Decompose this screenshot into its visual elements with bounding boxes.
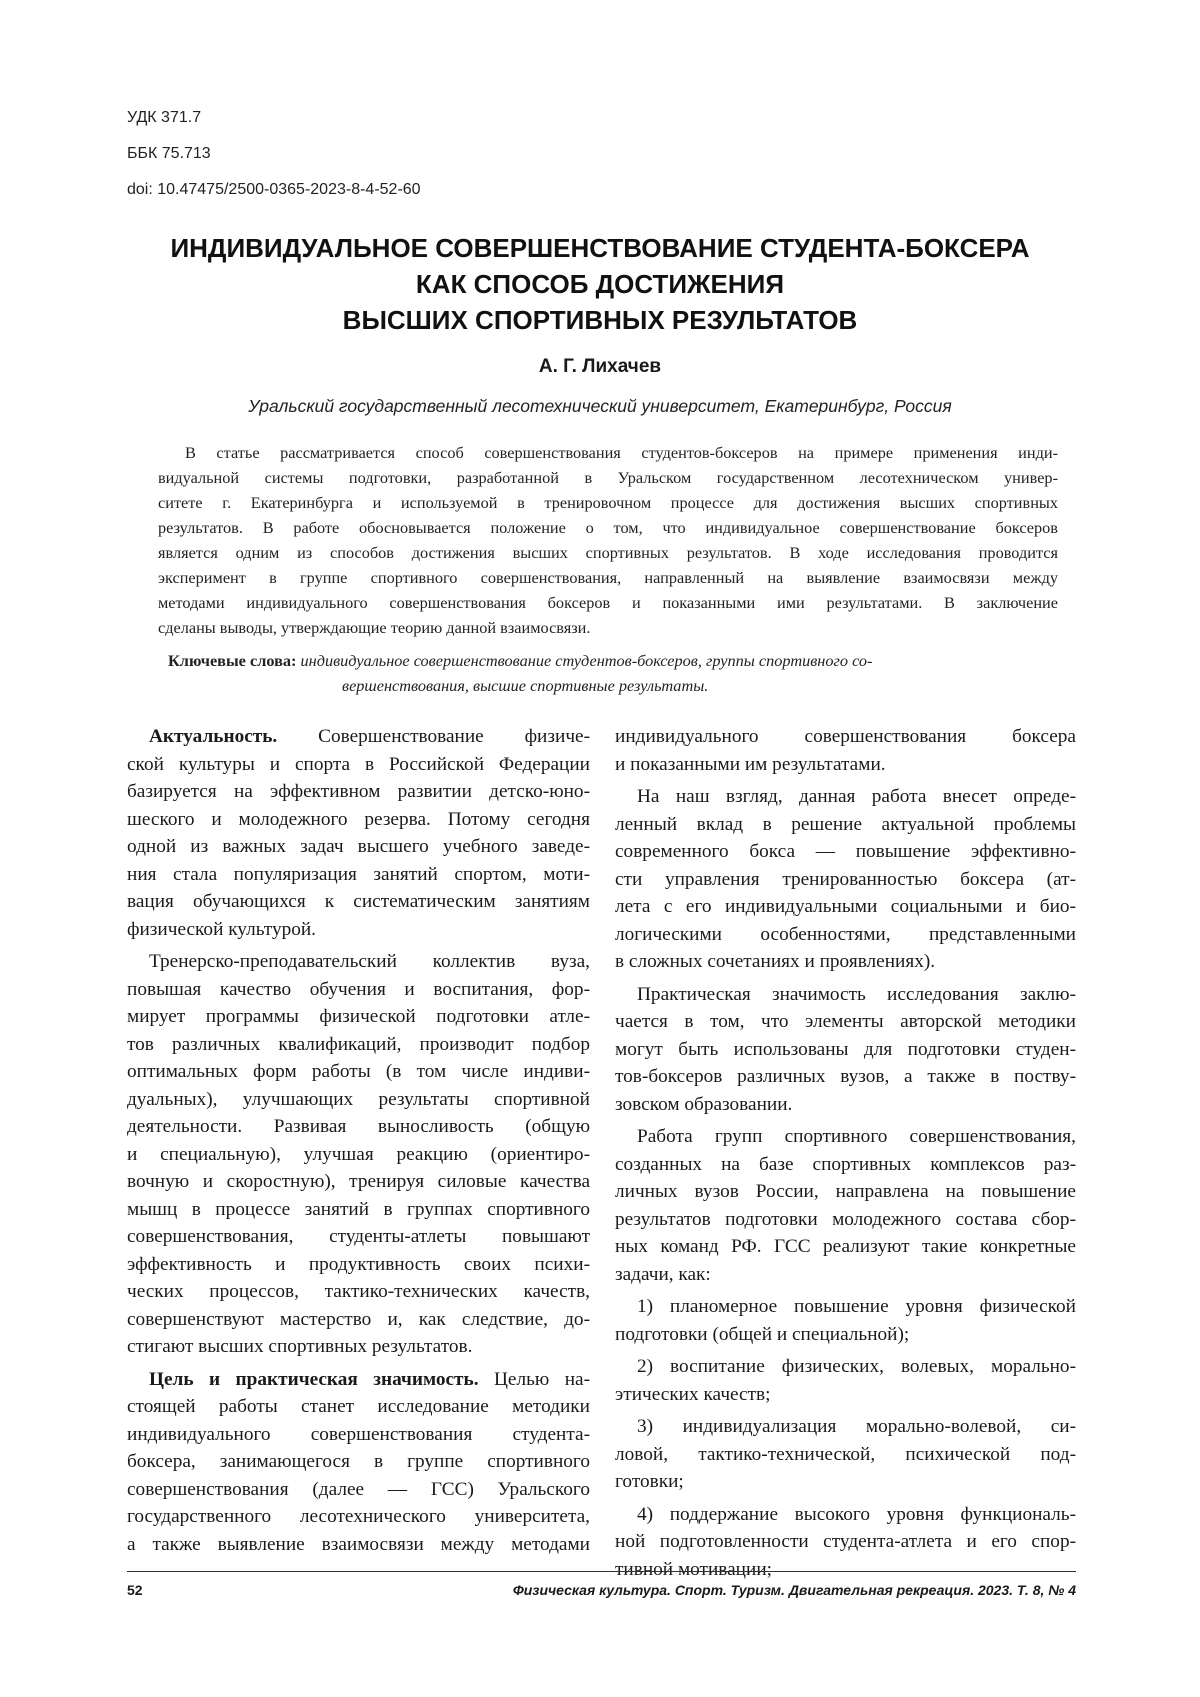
body-column-left [127,723,590,1558]
author-affiliation: Уральский государственный лесотехнический университет, Екатеринбург, Россия [248,396,952,416]
list-item-line: этических качеств; [615,1383,771,1405]
body-line: физической культурой. [127,918,317,940]
section-heading-aim: Цель и практическая значимость. [149,1368,479,1390]
body-line: совершенствования, студенты-атлеты повышают [127,1226,590,1247]
list-item-line: 2) воспитание физических, волевых, морально- [637,1356,1076,1377]
body-line: боксера, занимающегося в группе спортивного [127,1451,590,1472]
keywords [168,648,1048,698]
page-number: 52 [127,1582,143,1598]
body-line: чается в том, что элементы авторской методики [615,1011,1076,1032]
body-line: индивидуального совершенствования студента- [127,1423,590,1445]
abstract-line: методами индивидуального совершенствования боксеров и показанными ими результатами. В заключение [158,593,1058,612]
body-line: ческих процессов, тактико-технических качеств, [127,1281,590,1302]
body-line: логическими особенностями, представленными [615,923,1076,945]
body-line: вочную и скоростную), тренируя силовые качества [127,1171,590,1192]
article-title-line: ИНДИВИДУАЛЬНОЕ СОВЕРШЕНСТВОВАНИЕ СТУДЕНТА-БОКСЕРА [170,233,1030,263]
body-line: совершенствования (далее — ГСС) Уральского [127,1478,590,1500]
abstract [158,440,1058,640]
body-line: деятельности. Развивая выносливость (общую [127,1116,590,1137]
body-line: совершенствуют мастерство и, как следствие, до- [127,1308,590,1330]
body-line: ных команд РФ. ГСС реализуют такие конкретные [615,1236,1076,1257]
body-line: задачи, как: [615,1263,711,1285]
body-line: государственного лесотехнического университета, [127,1506,590,1527]
body-line: могут быть использованы для подготовки студен- [615,1038,1076,1060]
section-heading-relevance: Актуальность. [149,726,278,747]
body-line: тов-боксеров различных вузов, а также в поству- [615,1066,1076,1087]
list-item-line: ловой, тактико-технической, психической под- [615,1443,1076,1465]
body-line: современного бокса — повышение эффективно- [615,841,1076,862]
body-line: базируется на эффективном развитии детско-юно- [127,781,590,802]
body-line: шеского и молодежного резерва. Потому сегодня [127,808,590,830]
doi: doi: 10.47475/2500-0365-2023-8-4-52-60 [127,181,421,198]
body-line: сти управления тренированностью боксера (ат- [615,868,1076,890]
list-item-line: ной подготовленности студента-атлета и его спор- [615,1531,1076,1552]
body-line: результатов подготовки молодежного состава сбор- [615,1208,1076,1230]
list-item-line: готовки; [615,1471,684,1492]
list-item-line: 1) планомерное повышение уровня физической [637,1296,1076,1317]
list-item-line: 3) индивидуализация морально-волевой, си- [637,1416,1076,1437]
article-title-line: ВЫСШИХ СПОРТИВНЫХ РЕЗУЛЬТАТОВ [342,305,858,335]
body-line: На наш взгляд, данная работа внесет опреде- [637,786,1076,807]
abstract-line: ситете г. Екатеринбурга и используемой в тренировочном процессе для достижения высших спортивных [158,493,1058,512]
abstract-line: результатов. В работе обосновывается положение о том, что индивидуальное совершенствование боксеров [158,518,1058,537]
list-item-line: 4) поддержание высокого уровня функциональ- [637,1503,1076,1525]
author-name: А. Г. Лихачев [538,356,662,377]
body-line: мирует программы физической подготовки атле- [127,1006,590,1027]
abstract-line: видуальной системы подготовки, разработанной в Уральском государственном лесотехническом универ- [158,468,1058,487]
body-line: личных вузов России, направлена на повышение [615,1181,1076,1202]
body-line: и показанными им результатами. [615,753,886,775]
abstract-line: эксперимент в группе спортивного совершенствования, направленный на выявление взаимосвязи между [158,568,1058,587]
body-line: Практическая значимость исследования заклю- [637,983,1076,1005]
body-line: оптимальных форм работы (в том числе индиви- [127,1061,590,1082]
body-line: Работа групп спортивного совершенствования, [637,1126,1076,1147]
body-line: лета с его индивидуальными социальными и био- [615,896,1076,917]
list-item-line: подготовки (общей и специальной); [615,1323,910,1345]
body-column-right [615,723,1076,1583]
udk-code: УДК 371.7 [127,109,202,126]
body-line: Тренерско-преподавательский коллектив вуза, [149,951,590,972]
body-line: ленный вклад в решение актуальной проблемы [615,813,1076,835]
footer-divider [127,1571,1076,1572]
body-line: и специальную), улучшая реакцию (ориентиро- [127,1143,590,1165]
keywords-label: Ключевые слова: [168,651,297,670]
body-line: тов различных квалификаций, производит подбор [127,1033,590,1055]
list-item-line: тивной мотивации; [615,1558,772,1580]
body-line: дуальных), улучшающих результаты спортивной [127,1088,590,1110]
abstract-line: В статье рассматривается способ совершенствования студентов-боксеров на примере применения инди- [185,443,1058,462]
body-line: ния стала популяризация занятий спортом, моти- [127,863,590,885]
abstract-line: сделаны выводы, утверждающие теорию данной взаимосвязи. [158,618,591,637]
body-line: Цель и практическая значимость. Целью на- [149,1368,590,1390]
body-line: в сложных сочетаниях и проявлениях). [615,951,936,972]
body-line: стоящей работы станет исследование методики [127,1396,590,1417]
body-line: мышц в процессе занятий в группах спортивного [127,1198,590,1220]
journal-citation: Физическая культура. Спорт. Туризм. Двигательная рекреация. 2023. Т. 8, № 4 [512,1582,1076,1598]
body-line: одной из важных задач высшего учебного заведе- [127,836,590,857]
body-line: созданных на базе спортивных комплексов раз- [615,1153,1076,1175]
body-line: Актуальность. Совершенствование физиче- [149,726,590,747]
keywords-text-continued: вершенствования, высшие спортивные результаты. [342,676,709,695]
body-line: повышая качество обучения и воспитания, фор- [127,978,590,1000]
body-line: эффективность и продуктивность своих психи- [127,1253,590,1275]
body-line: стигают высших спортивных результатов. [127,1336,473,1357]
keywords-text: индивидуальное совершенствование студентов-боксеров, группы спортивного со- [300,651,873,670]
body-line: а также выявление взаимосвязи между методами [127,1533,590,1555]
body-line: зовском образовании. [615,1093,793,1115]
keywords-line [168,648,1048,673]
body-line: вация обучающихся к систематическим занятиям [127,891,590,912]
abstract-line: является одним из способов достижения высших спортивных результатов. В ходе исследования проводится [158,543,1058,562]
bbk-code: ББК 75.713 [127,145,211,162]
article-title-line: КАК СПОСОБ ДОСТИЖЕНИЯ [415,269,785,299]
body-line: ской культуры и спорта в Российской Федерации [127,753,590,775]
body-line: индивидуального совершенствования боксера [615,726,1076,747]
